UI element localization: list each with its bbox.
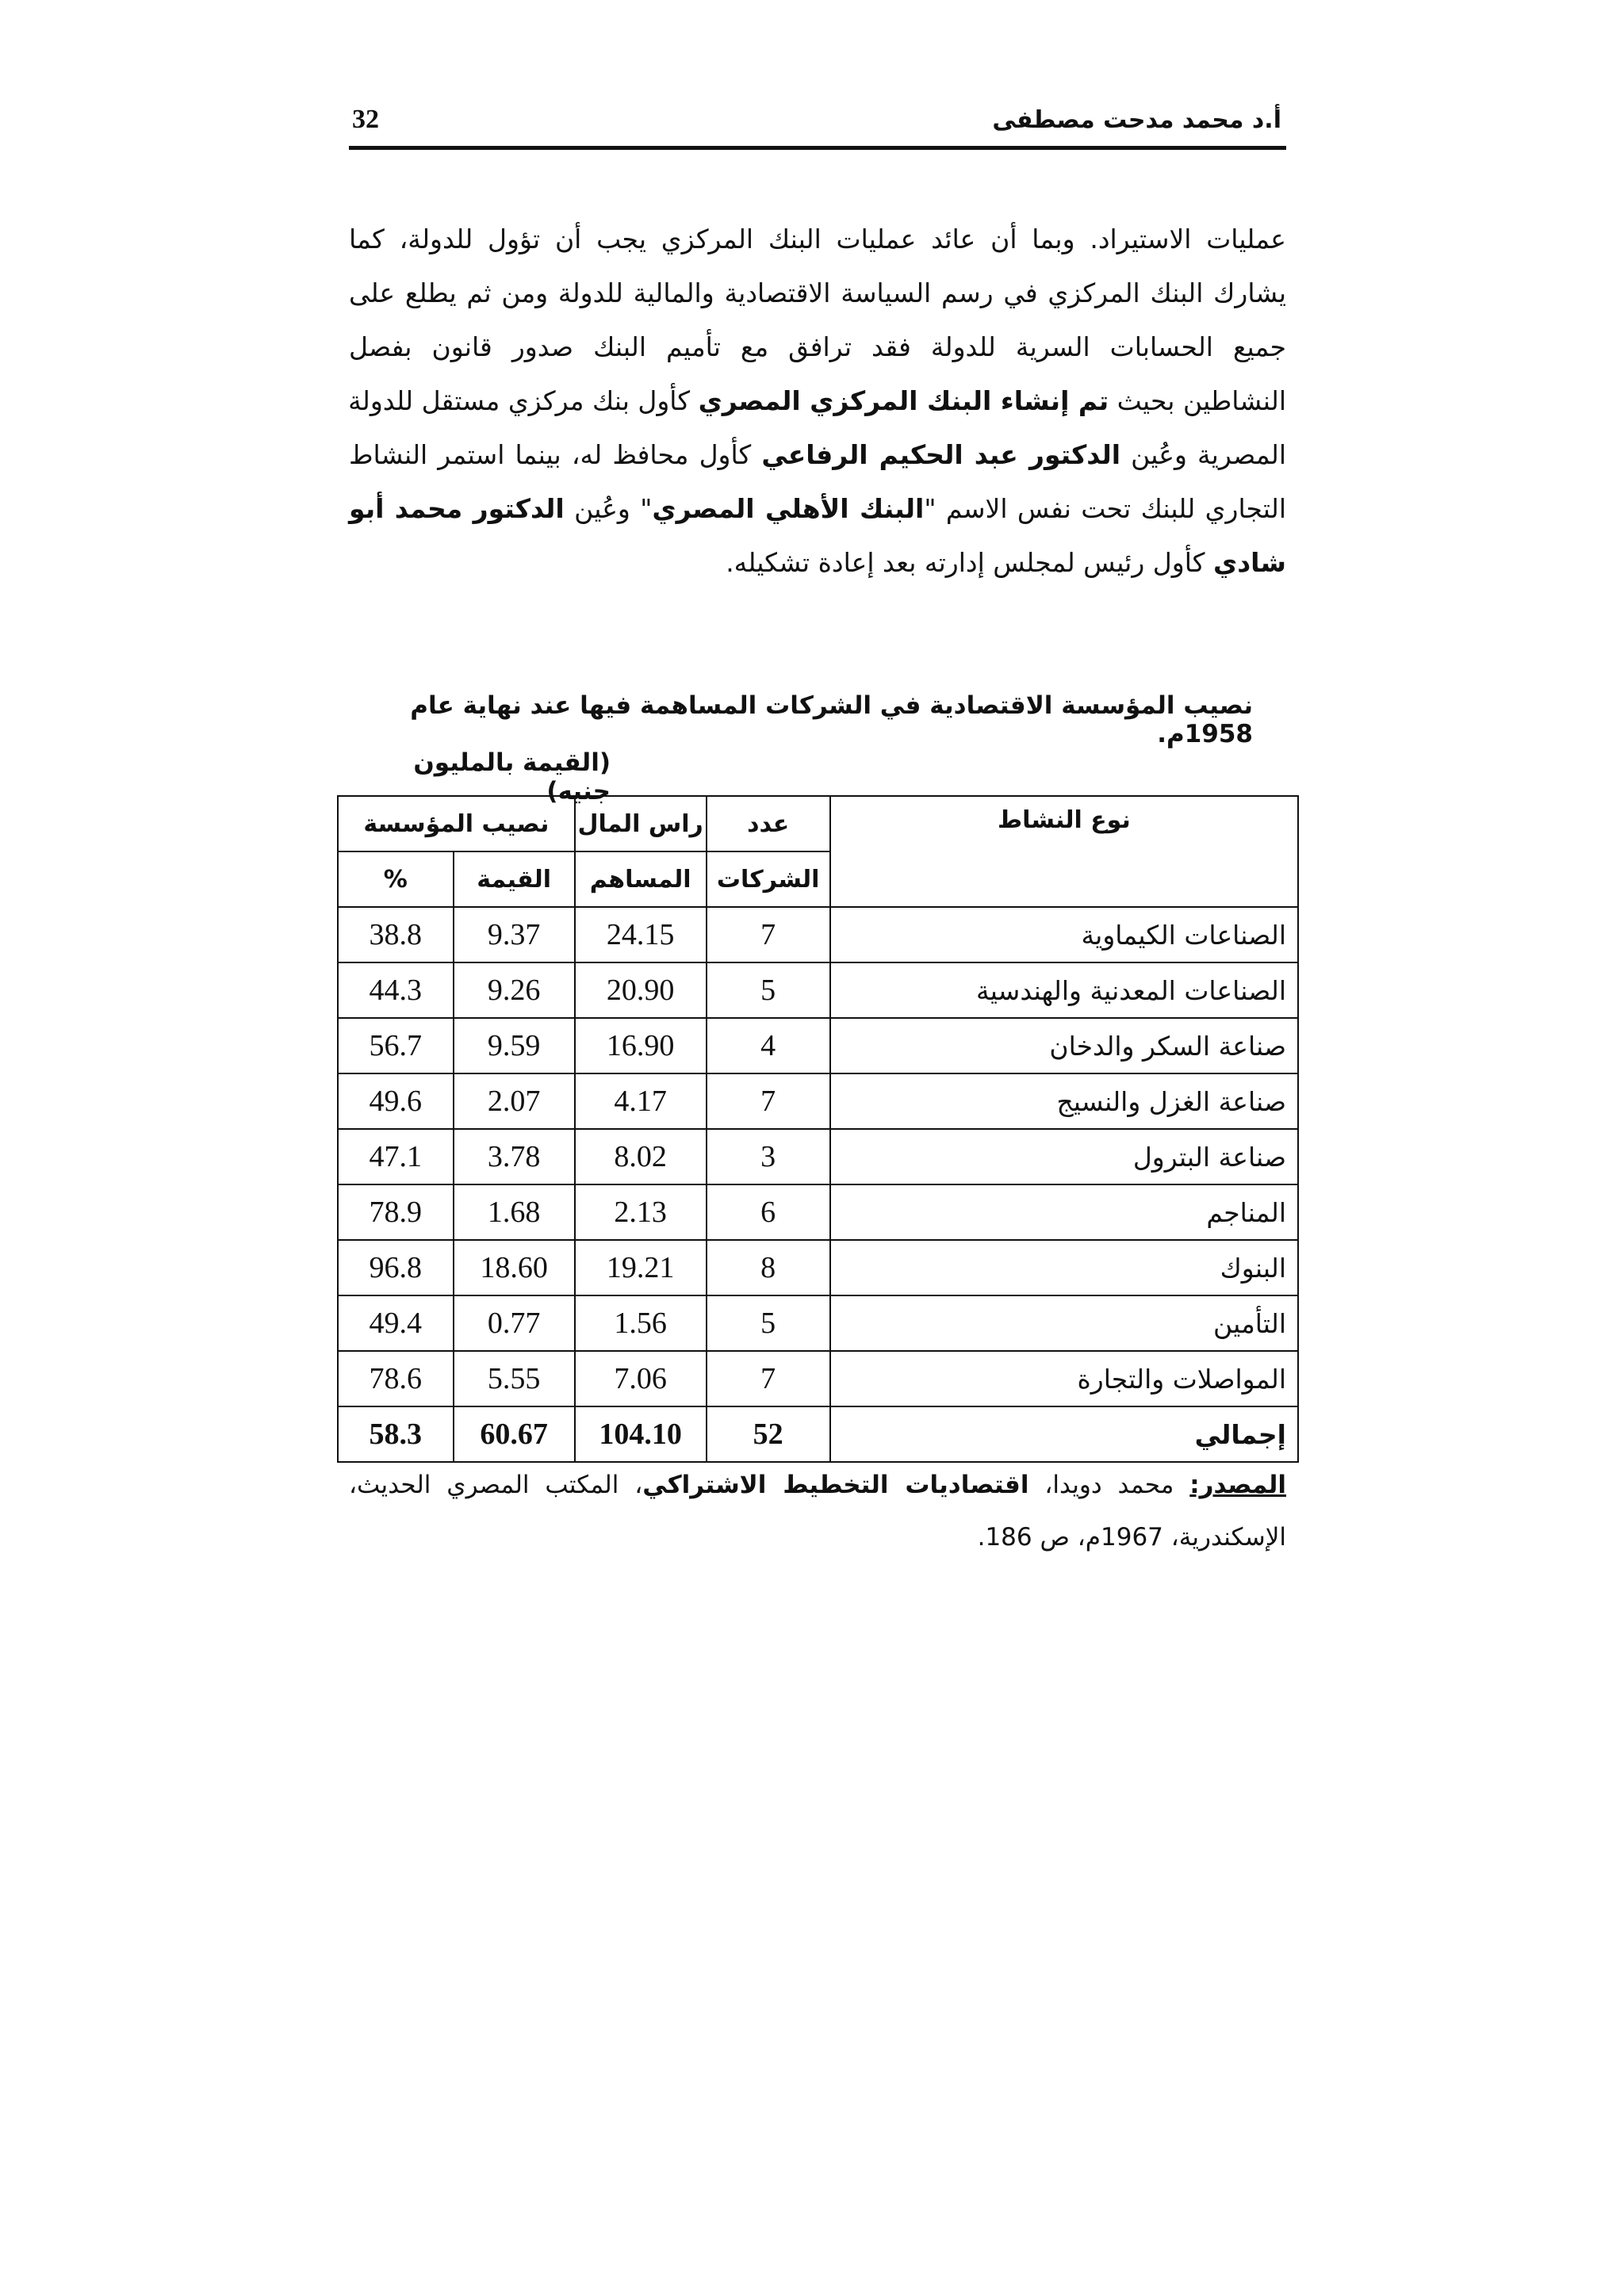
table-row [338,1351,1298,1406]
paragraph-line: عمليات الاستيراد. وبما أن عائد عمليات البنك المركزي يجب أن تؤول للدولة، كما [349,224,1286,254]
text-run: النشاطين بحيث [1109,385,1286,416]
cell-capital: 1.56 [575,1295,707,1351]
cell-value: 9.59 [454,1018,575,1073]
table-row [338,1073,1298,1129]
cell-count: 7 [707,907,830,962]
cell-capital: 20.90 [575,962,707,1018]
text-run: كأول رئيس لمجلس إدارته بعد إعادة تشكيله. [726,547,1213,578]
header-share: نصيب المؤسسة [338,796,575,851]
cell-count: 8 [707,1240,830,1295]
cell-capital: 4.17 [575,1073,707,1129]
body-paragraph [349,212,1286,590]
table-row [338,962,1298,1018]
cell-value: 1.68 [454,1184,575,1240]
table-row [338,1240,1298,1295]
source-line: الإسكندرية، 1967م، ص 186. [977,1523,1286,1552]
source-book-title: اقتصاديات التخطيط الاشتراكي [642,1471,1029,1499]
bold-text: تم إنشاء البنك المركزي المصري [698,385,1109,416]
cell-activity: البنوك [830,1240,1298,1295]
cell-activity: المناجم [830,1184,1298,1240]
text-run: كأول محافظ له، بينما استمر النشاط [349,439,762,470]
cell-count: 5 [707,962,830,1018]
total-count: 52 [707,1406,830,1462]
total-percent: 58.3 [338,1406,454,1462]
page-header [349,101,1286,149]
cell-percent: 78.9 [338,1184,454,1240]
cell-value: 2.07 [454,1073,575,1129]
bold-text: الدكتور محمد أبو [349,493,565,524]
cell-capital: 16.90 [575,1018,707,1073]
paragraph-line [349,482,1286,536]
cell-percent: 56.7 [338,1018,454,1073]
bold-text: شادي [1212,547,1286,578]
cell-percent: 49.6 [338,1073,454,1129]
table-header-row [338,796,1298,851]
total-value: 60.67 [454,1406,575,1462]
bold-text: البنك الأهلي المصري [652,493,925,524]
cell-value: 9.26 [454,962,575,1018]
cell-count: 3 [707,1129,830,1184]
cell-count: 7 [707,1351,830,1406]
header-activity: نوع النشاط [830,796,1298,907]
cell-value: 0.77 [454,1295,575,1351]
cell-percent: 96.8 [338,1240,454,1295]
text-run: " وعُين [564,493,653,524]
paragraph-line [349,428,1286,482]
cell-capital: 8.02 [575,1129,707,1184]
total-label: إجمالي [830,1406,1298,1462]
table-caption: نصيب المؤسسة الاقتصادية في الشركات المساهمة فيها عند نهاية عام 1958م. [410,691,1253,748]
header-value: القيمة [454,851,575,907]
cell-count: 7 [707,1073,830,1129]
cell-capital: 2.13 [575,1184,707,1240]
text-run: محمد دويدا، [1028,1471,1190,1499]
cell-activity: المواصلات والتجارة [830,1351,1298,1406]
cell-capital: 7.06 [575,1351,707,1406]
cell-capital: 19.21 [575,1240,707,1295]
text-run: كأول بنك مركزي مستقل للدولة [348,385,699,416]
cell-activity: صناعة السكر والدخان [830,1018,1298,1073]
paragraph-line: يشارك البنك المركزي في رسم السياسة الاقتصادية والمالية للدولة ومن ثم يطلع على [349,277,1286,308]
text-run: المصرية وعُين [1120,439,1286,470]
bold-text: الدكتور عبد الحكيم الرفاعي [761,439,1121,470]
cell-percent: 49.4 [338,1295,454,1351]
table-row [338,907,1298,962]
table-row [338,1018,1298,1073]
text-run: التجاري للبنك تحت نفس الاسم " [924,493,1286,524]
cell-activity: الصناعات المعدنية والهندسية [830,962,1298,1018]
cell-activity: الصناعات الكيماوية [830,907,1298,962]
cell-activity: صناعة الغزل والنسيج [830,1073,1298,1129]
cell-count: 6 [707,1184,830,1240]
paragraph-line [349,374,1286,428]
table-row [338,1184,1298,1240]
source-note [349,1459,1286,1563]
cell-capital: 24.15 [575,907,707,962]
cell-value: 3.78 [454,1129,575,1184]
table-row [338,1129,1298,1184]
cell-count: 4 [707,1018,830,1073]
cell-percent: 38.8 [338,907,454,962]
table-unit-note: (القيمة بالمليون جنيه) [413,748,611,806]
cell-value: 5.55 [454,1351,575,1406]
header-rule [349,146,1286,150]
text-run: ، المكتب المصري الحديث، [349,1471,643,1499]
paragraph-line: جميع الحسابات السرية للدولة فقد ترافق مع تأميم البنك صدور قانون بفصل [349,331,1286,362]
data-table [337,795,1299,1463]
table-total-row [338,1406,1298,1462]
page-number: 32 [352,105,379,134]
source-label: المصدر: [1189,1471,1287,1499]
header-author: أ.د محمد مدحت مصطفى [992,106,1281,134]
cell-activity: التأمين [830,1295,1298,1351]
header-count: عدد [707,796,830,851]
source-line [349,1459,1286,1511]
cell-activity: صناعة البترول [830,1129,1298,1184]
cell-percent: 78.6 [338,1351,454,1406]
paragraph-line [349,536,1286,590]
header-count-sub: الشركات [707,851,830,907]
header-capital: راس المال [575,796,707,851]
cell-percent: 47.1 [338,1129,454,1184]
cell-value: 18.60 [454,1240,575,1295]
header-capital-sub: المساهم [575,851,707,907]
cell-count: 5 [707,1295,830,1351]
cell-value: 9.37 [454,907,575,962]
table-row [338,1295,1298,1351]
header-percent: % [338,851,454,907]
total-capital: 104.10 [575,1406,707,1462]
cell-percent: 44.3 [338,962,454,1018]
